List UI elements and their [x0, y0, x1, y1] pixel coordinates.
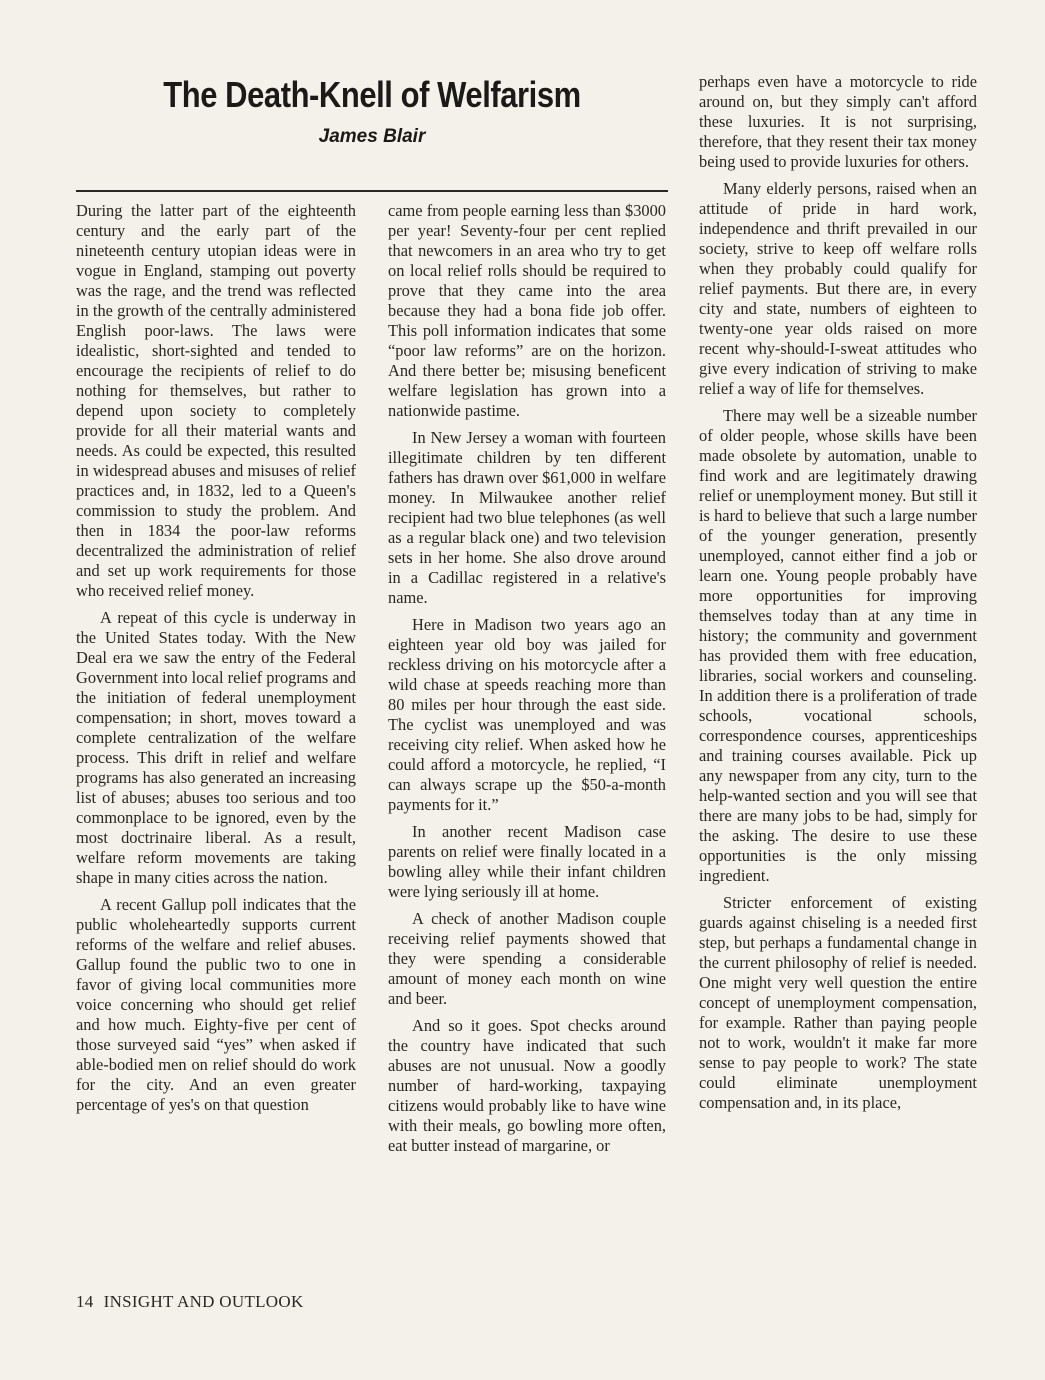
- paragraph: There may well be a sizeable number of older people, whose skills have been made obsolete by automation, unable to find work and are legitimately drawing relief or unemployment money. But still it is hard to believe that such a large number of the younger generation, presently unemployed, cannot either find a job or learn one. Young people probably have more opportunities for improving themselves today than at any time in history; the community and government has provided them with free education, libraries, social workers and counseling. In addition there is a proliferation of trade schools, vocational schools, correspondence courses, apprenticeships and training courses available. Pick up any newspaper from any city, turn to the help-wanted section and you will see that there are many jobs to be had, simply for the asking. The desire to use these opportunities is the only missing ingredient.: [699, 406, 977, 885]
- paragraph: A check of another Madison couple receiving relief payments showed that they were spending a considerable amount of money each month on wine and beer.: [388, 909, 666, 1008]
- paragraph: A recent Gallup poll indicates that the public wholeheartedly supports current reforms of the welfare and relief abuses. Gallup found the public two to one in favor of giving local communities more voice concerning who should get relief and how much. Eighty-five per cent of those surveyed said “yes” when asked if able-bodied men on relief should do work for the city. And an even greater percentage of yes's on that question: [76, 895, 356, 1114]
- article-title: The Death-Knell of Welfarism: [163, 74, 581, 115]
- paragraph: In another recent Madison case parents on relief were finally located in a bowling alley while their infant children were lying seriously ill at home.: [388, 822, 666, 901]
- text-column-2: [388, 201, 666, 1283]
- text-column-3: [699, 72, 977, 1282]
- paragraph: And so it goes. Spot checks around the country have indicated that such abuses are not unusual. Now a goodly number of hard-working, taxpaying citizens would probably like to have wine with their meals, go bowling more often, eat butter instead of margarine, or: [388, 1016, 666, 1155]
- paragraph: A repeat of this cycle is underway in the United States today. With the New Deal era we saw the entry of the Federal Government into local relief programs and the initiation of federal unemployment compensation; in short, moves toward a complete centralization of the welfare process. This drift in relief and welfare programs has also generated an increasing list of abuses; abuses too serious and too commonplace to be ignored, even by the most doctrinaire liberal. As a result, welfare reform movements are taking shape in many cities across the nation.: [76, 608, 356, 887]
- publication-name: INSIGHT AND OUTLOOK: [103, 1292, 304, 1311]
- paragraph: In New Jersey a woman with fourteen illegitimate children by ten different fathers has drawn over $61,000 in welfare money. In Milwaukee another relief recipient had two blue telephones (as well as a regular black one) and two television sets in her home. She also drove around in a Cadillac registered in a relative's name.: [388, 428, 666, 607]
- title-divider: [76, 190, 668, 192]
- paragraph: During the latter part of the eighteenth century and the early part of the nineteenth century utopian ideas were in vogue in England, stamping out poverty was the rage, and the trend was reflected in the growth of the centrally administered English poor-laws. The laws were idealistic, short-sighted and tended to encourage the recipients of relief to do nothing for themselves, but rather to depend upon society to completely provide for all their material wants and needs. As could be expected, this resulted in widespread abuses and misuses of relief practices and, in 1832, led to a Queen's commission to study the problem. And then in 1834 the poor-law reforms decentralized the administration of relief and set up work requirements for those who received relief money.: [76, 201, 356, 600]
- paragraph: Many elderly persons, raised when an attitude of pride in hard work, independence and thrift prevailed in our society, strive to keep off welfare rolls when they probably could qualify for relief payments. But there are, in every city and state, numbers of eighteen to twenty-one year olds raised on more recent why-should-I-sweat attitudes who give every indication of striving to make relief a way of life for themselves.: [699, 179, 977, 398]
- text-column-1: [76, 201, 356, 1283]
- page-number: 14: [76, 1292, 94, 1311]
- page-footer: [76, 1292, 314, 1312]
- paragraph: came from people earning less than $3000 per year! Seventy-four per cent replied that newcomers in an area who try to get on local relief rolls should be required to prove that they came into the area because they had a bona fide job offer. This poll information indicates that some “poor law reforms” are on the horizon. And there better be; misusing beneficent welfare legislation has grown into a nationwide pastime.: [388, 201, 666, 420]
- paragraph: Stricter enforcement of existing guards against chiseling is a needed first step, but perhaps a fundamental change in the current philosophy of relief is needed. One might very well question the entire concept of unemployment compensation, for example. Rather than paying people not to work, wouldn't it make far more sense to pay people to work? The state could eliminate unemployment compensation and, in its place,: [699, 893, 977, 1112]
- paragraph: Here in Madison two years ago an eighteen year old boy was jailed for reckless driving on his motorcycle after a wild chase at speeds reaching more than 80 miles per hour through the east side. The cyclist was unemployed and was receiving city relief. When asked how he could afford a motorcycle, he replied, “I can always scrape up the $50-a-month payments for it.”: [388, 615, 666, 814]
- article-author: James Blair: [318, 126, 426, 147]
- paragraph: perhaps even have a motorcycle to ride around on, but they simply can't afford these luxuries. It is not surprising, therefore, that they resent their tax money being used to provide luxuries for others.: [699, 72, 977, 171]
